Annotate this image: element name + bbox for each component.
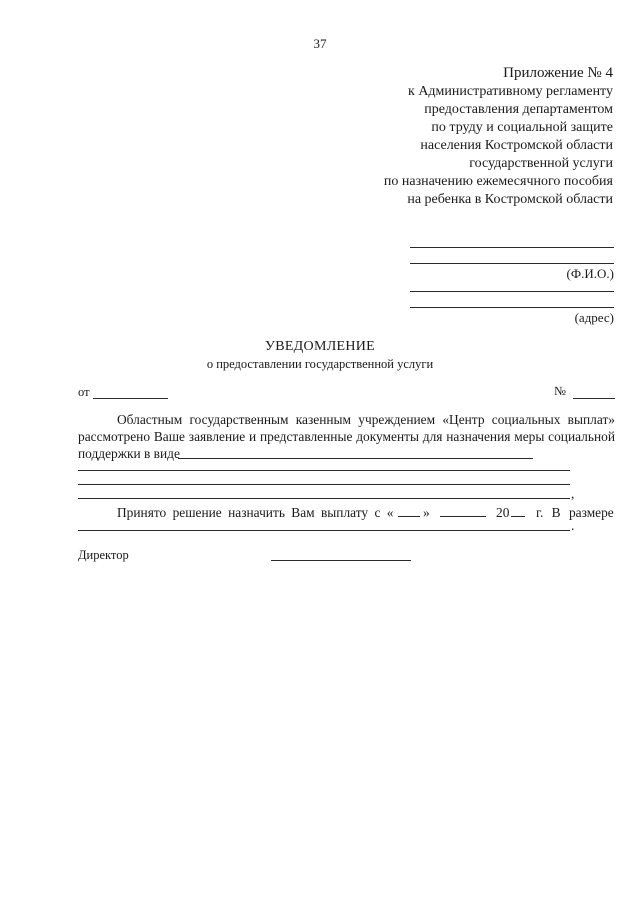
fio-caption: (Ф.И.О.) bbox=[566, 266, 614, 281]
appendix-line: населения Костромской области bbox=[420, 138, 613, 153]
decision-amount-text: г. В размере bbox=[536, 505, 614, 520]
decision-year-prefix: 20 bbox=[496, 505, 510, 520]
appendix-line: предоставления департаментом bbox=[424, 102, 613, 117]
appendix-line: по труду и социальной защите bbox=[431, 120, 613, 135]
page-number: 37 bbox=[313, 36, 327, 51]
date-blank-line bbox=[93, 398, 168, 399]
amount-blank-line bbox=[78, 530, 570, 531]
notice-subtitle: о предоставлении государственной услуги bbox=[206, 357, 434, 371]
address-blank-line bbox=[410, 291, 614, 292]
appendix-line: по назначению ежемесячного пособия bbox=[383, 174, 613, 189]
support-type-blank-line bbox=[78, 484, 570, 485]
appendix-line: к Административному регламенту bbox=[408, 84, 613, 99]
appendix-line: на ребенка в Костромской области bbox=[407, 192, 613, 207]
appendix-title: Приложение № 4 bbox=[503, 65, 613, 81]
notice-title: УВЕДОМЛЕНИЕ bbox=[264, 339, 376, 354]
appendix-line: государственной услуги bbox=[469, 156, 613, 171]
period-mark: . bbox=[571, 518, 575, 533]
address-blank-line bbox=[410, 307, 614, 308]
appendix-header bbox=[384, 64, 613, 209]
decision-text-start: Принято решение назначить Вам выплату с « bbox=[117, 505, 394, 520]
address-caption: (адрес) bbox=[574, 310, 614, 325]
comma-mark: , bbox=[571, 486, 575, 501]
support-type-blank-line bbox=[178, 458, 533, 459]
decision-month-blank bbox=[440, 516, 486, 517]
support-type-blank-line bbox=[78, 470, 570, 471]
fio-blank-line bbox=[410, 263, 614, 264]
decision-quote-close: » bbox=[423, 505, 430, 520]
support-type-blank-line bbox=[78, 498, 570, 499]
paragraph-line-1: Областным государственным казенным учреждением «Центр социальных выплат» bbox=[117, 412, 615, 427]
date-prefix: от bbox=[78, 385, 90, 399]
director-label: Директор bbox=[78, 548, 129, 562]
number-prefix: № bbox=[554, 384, 566, 398]
signature-blank-line bbox=[271, 560, 411, 561]
fio-blank-line bbox=[410, 247, 614, 248]
decision-year-blank bbox=[511, 516, 525, 517]
number-blank-line bbox=[573, 398, 615, 399]
decision-day-blank bbox=[398, 516, 420, 517]
paragraph-line-3: поддержки в виде bbox=[78, 446, 180, 461]
paragraph-line-2: рассмотрено Ваше заявление и представленные документы для назначения меры социальной bbox=[78, 429, 615, 444]
